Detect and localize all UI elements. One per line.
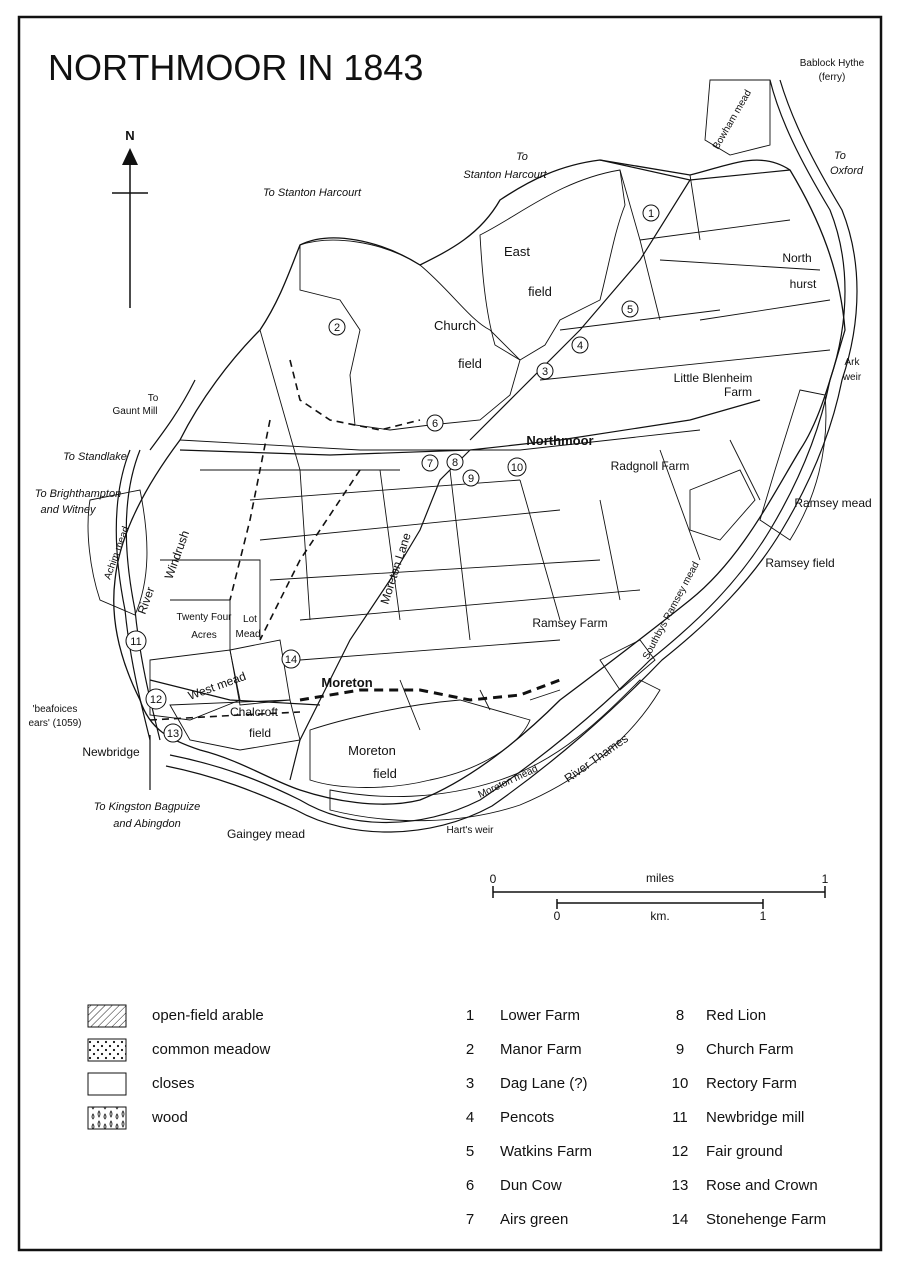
marker-9 (463, 470, 479, 486)
key-name: Church Farm (706, 1041, 794, 1058)
label-ramsey-farm: Ramsey Farm (532, 616, 608, 630)
scale-miles-label: miles (645, 871, 675, 885)
marker-6 (427, 415, 443, 431)
marker-1 (643, 205, 659, 221)
label-chalcroft-2: field (248, 726, 272, 740)
label-little-blenheim-1: Little Blenheim (673, 371, 753, 385)
label-to-brighthampton-2: and Witney (40, 504, 96, 516)
svg-text:14: 14 (284, 654, 298, 666)
marker-2 (329, 319, 345, 335)
key-num: 14 (671, 1211, 689, 1228)
key-name: Airs green (500, 1211, 569, 1228)
key-name: Dag Lane (?) (500, 1075, 588, 1092)
label-moreton-field-2: field (373, 766, 397, 781)
key-num: 13 (671, 1177, 689, 1194)
label-chalcroft-1: Chalcroft (229, 705, 279, 719)
label-river-windrush-1: River (134, 584, 158, 617)
label-river-windrush-2: Windrush (161, 528, 193, 582)
marker-4 (572, 337, 588, 353)
svg-text:12: 12 (149, 694, 163, 706)
svg-text:11: 11 (130, 636, 142, 648)
svg-text:2: 2 (333, 322, 341, 334)
label-gaingey-mead: Gaingey mead (226, 827, 306, 841)
svg-text:9: 9 (467, 473, 475, 485)
svg-text:3: 3 (541, 366, 549, 378)
label-to-oxford-2: Oxford (830, 165, 864, 177)
svg-text:1: 1 (647, 208, 655, 220)
marker-12 (146, 689, 166, 709)
label-newbridge: Newbridge (82, 745, 140, 759)
label-moreton-field-1: Moreton (348, 743, 396, 758)
key-num: 10 (671, 1075, 689, 1092)
key-name: Rectory Farm (706, 1075, 797, 1092)
marker-13 (164, 724, 182, 742)
label-achim-mead: Achim mead (102, 525, 132, 582)
label-ramsey-field: Ramsey field (765, 556, 835, 570)
key-name: Rose and Crown (706, 1177, 818, 1194)
label-ramsey-mead: Ramsey mead (794, 496, 872, 510)
key-name: Lower Farm (500, 1007, 581, 1024)
svg-text:13: 13 (166, 728, 180, 740)
key-num: 1 (465, 1007, 475, 1024)
label-to-gaunt-mill-1: To (147, 393, 159, 404)
label-beafoices-1: 'beafoices (32, 704, 78, 715)
marker-3 (537, 363, 553, 379)
marker-7 (422, 455, 438, 471)
label-moreton-mead: Moreton mead (476, 763, 540, 801)
legend-label-meadow: common meadow (152, 1041, 271, 1058)
key-name: Red Lion (706, 1007, 767, 1024)
label-to-standlake: To Standlake (63, 451, 127, 463)
legend-swatch-wood (88, 1107, 126, 1129)
svg-text:8: 8 (451, 457, 459, 469)
key-num: 3 (465, 1075, 475, 1092)
svg-text:4: 4 (576, 340, 584, 352)
label-north-hurst-1: North (782, 251, 812, 265)
label-ferry: (ferry) (818, 72, 846, 83)
key-name: Newbridge mill (706, 1109, 805, 1126)
label-lot-mead-1: Lot (243, 614, 257, 625)
label-to-kingston-1: To Kingston Bagpuize (93, 801, 201, 813)
label-lot-mead-2: Mead (235, 629, 261, 640)
key-num: 7 (465, 1211, 475, 1228)
key-num: 5 (465, 1143, 475, 1160)
map-title: NORTHMOOR IN 1843 (48, 47, 424, 88)
label-northmoor: Northmoor (526, 433, 594, 448)
key-num: 8 (675, 1007, 685, 1024)
key-name: Watkins Farm (500, 1143, 592, 1160)
scale-miles-end: 1 (821, 872, 829, 886)
scale-km-label: km. (650, 909, 670, 923)
label-ark-weir-2: weir (842, 372, 862, 383)
legend-label-open-field: open-field arable (152, 1007, 264, 1024)
svg-text:7: 7 (426, 458, 434, 470)
label-twenty-four-1: Twenty Four (176, 612, 232, 623)
label-to-gaunt-mill-2: Gaunt Mill (112, 406, 158, 417)
label-to-stanton-left: To Stanton Harcourt (262, 187, 362, 199)
key-name: Pencots (500, 1109, 555, 1126)
label-church-field-1: Church (434, 318, 476, 333)
label-moreton: Moreton (321, 675, 373, 690)
marker-14 (282, 650, 300, 668)
scale-km-start: 0 (553, 909, 561, 923)
label-little-blenheim-2: Farm (724, 385, 752, 399)
key-name: Dun Cow (500, 1177, 562, 1194)
label-east-field-1: East (503, 244, 531, 259)
label-north-hurst-2: hurst (789, 277, 817, 291)
svg-text:5: 5 (626, 304, 634, 316)
legend-swatch-closes (88, 1073, 126, 1095)
key-name: Manor Farm (500, 1041, 582, 1058)
key-name: Fair ground (706, 1143, 783, 1160)
marker-11 (126, 631, 146, 651)
north-label: N (125, 128, 135, 143)
key-num: 9 (675, 1041, 685, 1058)
label-river-thames: River Thames (561, 731, 631, 786)
label-twenty-four-2: Acres (191, 630, 217, 641)
key-num: 6 (465, 1177, 475, 1194)
label-ark-weir-1: Ark (844, 357, 860, 368)
label-to-oxford-1: To (834, 150, 846, 162)
legend-swatch-open-field (88, 1005, 126, 1027)
key-num: 2 (465, 1041, 475, 1058)
label-bowham-mead: Bowham mead (711, 88, 754, 152)
label-church-field-2: field (458, 356, 482, 371)
label-beafoices-2: ears' (1059) (28, 718, 82, 729)
key-num: 12 (671, 1143, 689, 1160)
label-bablock-hythe: Bablock Hythe (799, 58, 865, 69)
label-to-brighthampton-1: To Brighthampton (34, 488, 122, 500)
legend-label-wood: wood (152, 1109, 188, 1126)
label-east-field-2: field (528, 284, 552, 299)
label-to-kingston-2: and Abingdon (113, 818, 181, 830)
label-harts-weir: Hart's weir (446, 825, 494, 836)
label-radgnoll-farm: Radgnoll Farm (610, 459, 690, 473)
svg-text:10: 10 (510, 462, 524, 474)
label-to-stanton-top-2: Stanton Harcourt (463, 169, 547, 181)
scale-miles-start: 0 (489, 872, 497, 886)
label-west-mead: West mead (186, 668, 248, 703)
scale-km-end: 1 (759, 909, 767, 923)
map-frame (19, 17, 881, 1250)
label-southbys-ramsey-mead: Southbys Ramsey mead (640, 560, 702, 662)
key-num: 4 (465, 1109, 475, 1126)
marker-5 (622, 301, 638, 317)
key-num: 11 (672, 1109, 688, 1126)
svg-text:6: 6 (431, 418, 439, 430)
marker-10 (508, 458, 526, 476)
label-moreton-lane: Moreton Lane (377, 531, 414, 606)
legend-label-closes: closes (152, 1075, 195, 1092)
legend-swatch-meadow (88, 1039, 126, 1061)
key-name: Stonehenge Farm (706, 1211, 827, 1228)
marker-8 (447, 454, 463, 470)
label-to-stanton-top-1: To (516, 151, 528, 163)
